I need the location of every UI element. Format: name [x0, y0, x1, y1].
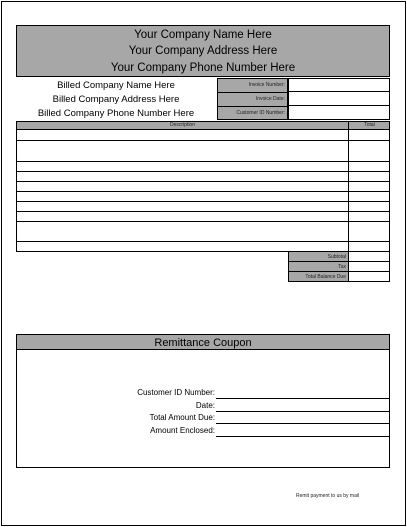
total-header: Total [364, 122, 375, 128]
invoice-date-field[interactable] [288, 92, 390, 106]
description-header: Description [169, 122, 195, 128]
billed-company-address: Billed Company Address Here [52, 94, 180, 105]
coupon-title: Remittance Coupon [154, 337, 252, 349]
table-row-line [16, 171, 390, 172]
tax-label: Tax [338, 264, 346, 270]
coupon-total-amount-label: Total Amount Due: [149, 413, 215, 422]
billed-company-phone: Billed Company Phone Number Here [37, 108, 195, 119]
company-address: Your Company Address Here [128, 45, 278, 57]
company-name: Your Company Name Here [134, 29, 272, 41]
coupon-title-bar [16, 334, 390, 350]
invoice-label-divider [217, 106, 288, 107]
customer-id-label: Customer ID Number: [236, 110, 285, 116]
table-row-line [16, 191, 390, 192]
totals-value-column [348, 252, 390, 282]
table-row-line [16, 140, 390, 141]
coupon-amount-enclosed-label: Amount Enclosed: [150, 426, 215, 435]
coupon-amount-enclosed-field[interactable] [216, 436, 390, 437]
company-header [16, 25, 390, 77]
invoice-number-label: Invoice Number: [248, 82, 285, 88]
table-row-line [16, 201, 390, 202]
coupon-date-field[interactable] [216, 411, 390, 412]
billed-company-name: Billed Company Name Here [57, 80, 175, 91]
invoice-date-label: Invoice Date: [255, 96, 285, 102]
customer-id-field[interactable] [288, 106, 390, 120]
coupon-customer-id-label: Customer ID Number: [137, 388, 215, 397]
coupon-customer-id-field[interactable] [216, 398, 390, 399]
invoice-label-divider [217, 92, 288, 93]
header-column-divider [348, 121, 349, 130]
subtotal-label: Subtotal [327, 254, 346, 260]
table-row-line [16, 211, 390, 212]
table-row-line [16, 161, 390, 162]
table-row-line [16, 181, 390, 182]
total-balance-label: Total Balance Due [305, 274, 346, 280]
invoice-number-field[interactable] [288, 78, 390, 92]
company-phone: Your Company Phone Number Here [110, 62, 296, 74]
coupon-date-label: Date: [195, 401, 215, 410]
table-row-line [16, 221, 390, 222]
coupon-total-amount-field[interactable] [216, 423, 390, 424]
footer-note: Remit payment to us by mail [296, 493, 360, 499]
table-row-line [16, 241, 390, 242]
